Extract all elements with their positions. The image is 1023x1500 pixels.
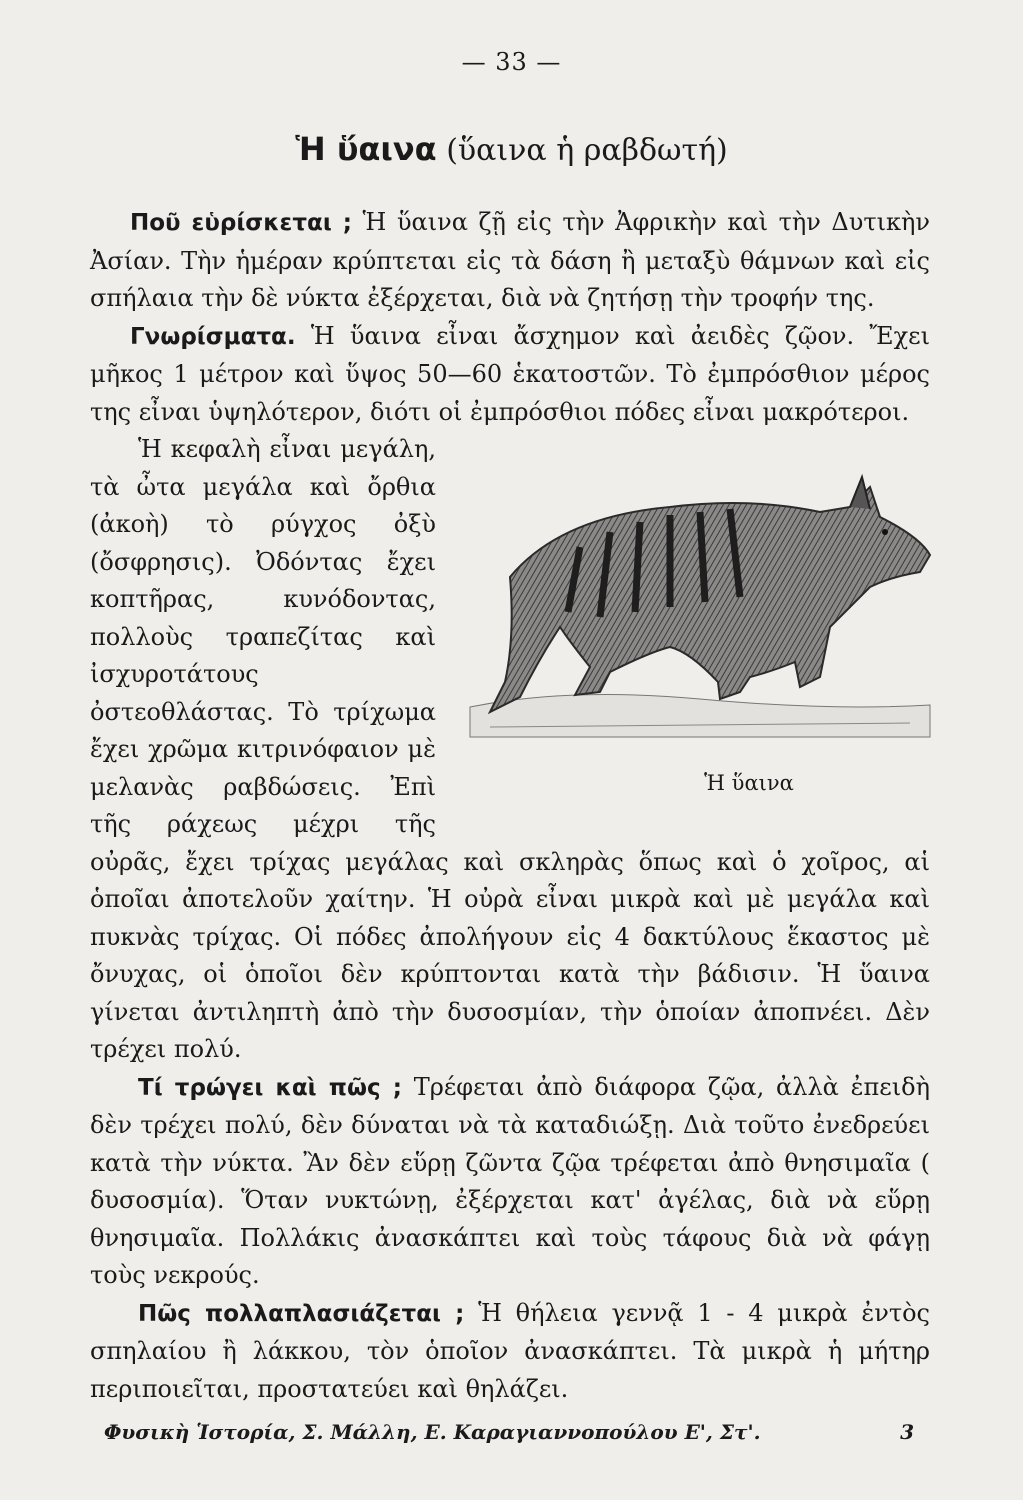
page-footer [104, 1420, 914, 1444]
hyena-body [490, 487, 930, 712]
signature-number: 3 [900, 1420, 914, 1444]
heading-features: Γνωρίσματα. [130, 323, 296, 350]
paragraph-features-2 [90, 431, 930, 1069]
paragraph-features [90, 318, 930, 432]
paragraph-food [90, 1069, 930, 1295]
text-where: Ἡ ὕαινα ζῇ εἰς τὴν Ἀφρικὴν καὶ τὴν Δυτικὴν Ἀσίαν. Τὴν ἡμέραν κρύπτεται εἰς τὰ δάση ἢ μεταξὺ θάμνων καὶ εἰς σπήλαια τὴν δὲ νύκτα ἐξέρχεται, διὰ νὰ ζητήσῃ τὴν τροφήν της. [90, 208, 930, 312]
text-food: Τρέφεται ἀπὸ διάφορα ζῷα, ἀλλὰ ἐπειδὴ δὲν τρέχει πολύ, δὲν δύναται νὰ τὰ καταδιώξῃ. Διὰ τοῦτο ἐνεδρεύει κατὰ τὴν νύκτα. Ἂν δὲν εὕρῃ ζῶντα ζῷα τρέφεται ἀπὸ θνησιμαῖα ( δυσοσμία). Ὅταν νυκτώνῃ, ἐξέρχεται κατ' ἀγέλας, διὰ νὰ εὕρῃ θνησιμαῖα. Πολλάκις ἀνασκάπτει καὶ τοὺς τάφους διὰ νὰ φάγῃ τοὺς νεκρούς. [90, 1072, 930, 1289]
body-text [90, 204, 930, 1408]
heading-where: Ποῦ εὑρίσκεται ; [130, 210, 352, 236]
heading-reproduction: Πῶς πολλαπλασιάζεται ; [138, 1300, 465, 1327]
footer-citation: Φυσικὴ Ἱστορία, Σ. Μάλλη, Ε. Καραγιαννοπούλου Ε', Στ'. [104, 1420, 761, 1444]
heading-food: Τί τρώγει καὶ πῶς ; [138, 1074, 402, 1101]
ground-shape [470, 695, 930, 738]
text-reproduction: Ἡ θήλεια γεννᾷ 1 - 4 μικρὰ ἐντὸς σπηλαίου ἢ λάκκου, τὸν ὁποῖον ἀνασκάπτει. Τὰ μικρὰ ἡ μήτηρ περιποιεῖται, προστατεύει καὶ θηλάζει. [90, 1298, 930, 1403]
chapter-title [0, 130, 1023, 168]
page-number: — 33 — [461, 48, 562, 76]
text-features: Ἡ ὕαινα εἶναι ἄσχημον καὶ ἀειδὲς ζῷον. Ἔχει μῆκος 1 μέτρον καὶ ὕψος 50—60 ἑκατοστῶν. Τὸ ἐμπρόσθιον μέρος της εἶναι ὑψηλότερον, διότι οἱ ἐμπρόσθιοι πόδες εἶναι μακρότεροι. [90, 321, 930, 426]
title-sub: (ὕαινα ἡ ραβδωτή) [446, 133, 728, 168]
hyena-figure [450, 437, 940, 827]
figure-caption: Ἡ ὕαινα [704, 771, 794, 795]
text-features-2: Ἡ κεφαλὴ εἶναι μεγάλη, τὰ ὦτα μεγάλα καὶ ὄρθια (ἀκοὴ) τὸ ρύγχος ὀξὺ (ὄσφρησις). Ὀδόντας ἔχει κοπτῆρας, κυνόδοντας, πολλοὺς τραπεζίτας καὶ ἰσχυροτάτους ὀστεοθλάστας. Τὸ τρίχωμα ἔχει χρῶμα κιτρινόφαιον μὲ μελανὰς ραβδώσεις. Ἐπὶ τῆς ράχεως μέχρι τῆς οὐρᾶς, ἔχει τρίχας μεγάλας καὶ σκληρὰς ὅπως καὶ ὁ χοῖρος, αἱ ὁποῖαι ἀποτελοῦν χαίτην. Ἡ οὐρὰ εἶναι μικρὰ καὶ μὲ μεγάλα καὶ πυκνὰς τρίχας. Οἱ πόδες ἀπολήγουν εἰς 4 δακτύλους ἕκαστος μὲ ὄνυχας, οἱ ὁποῖοι δὲν κρύπτονται κατὰ τὴν βάδισιν. Ἡ ὕαινα γίνεται ἀντιληπτὴ ἀπὸ τὴν δυσοσμίαν, τὴν ὁποίαν ἀποπνέει. Δὲν τρέχει πολύ. [90, 435, 930, 1063]
paragraph-reproduction [90, 1295, 930, 1409]
title-main: Ἡ ὕαινα [295, 130, 437, 168]
hyena-illustration [450, 437, 940, 757]
paragraph-where [90, 204, 930, 318]
